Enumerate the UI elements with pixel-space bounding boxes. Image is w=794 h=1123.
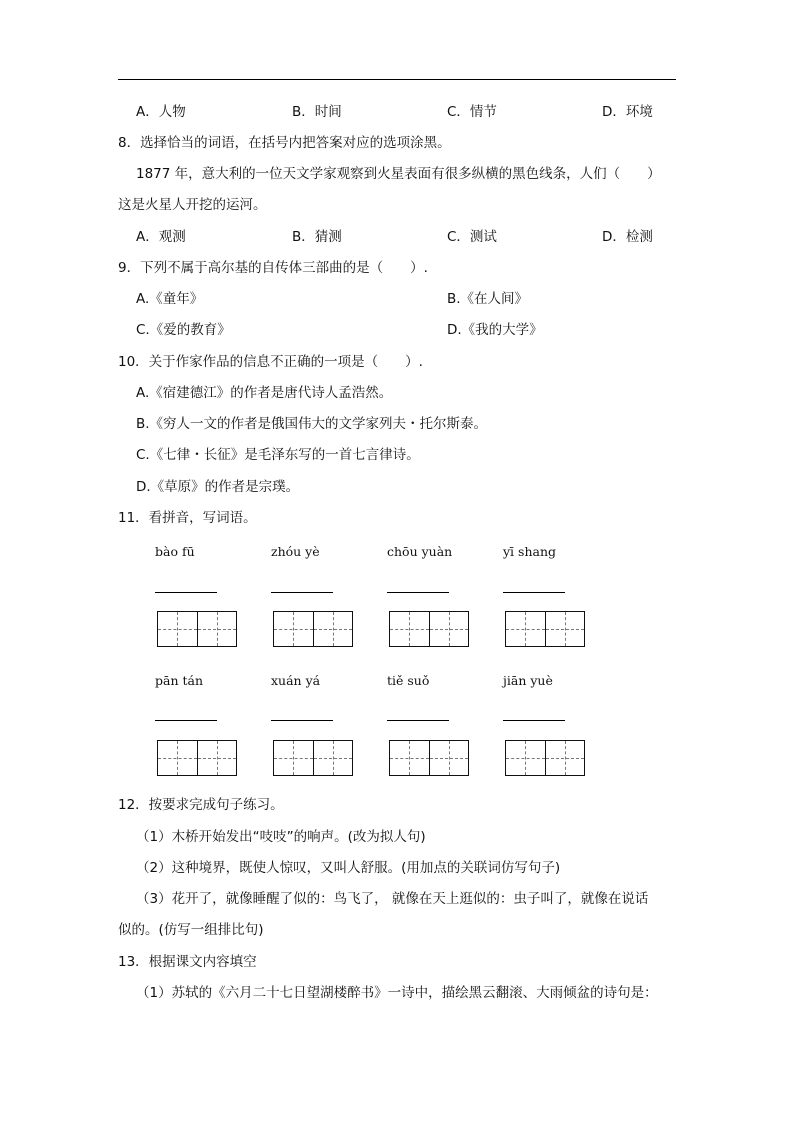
- q8-passage-line1: 1877 年，意大利的一位天文学家观察到火星表面有很多纵横的黑色线条，人们（ ）: [136, 166, 661, 182]
- q12-item3-line1: （3）花开了，就像睡醒了似的：鸟飞了， 就像在天上逛似的：虫子叫了，就像在说话: [136, 891, 649, 907]
- answer-blank-line[interactable]: [271, 592, 333, 593]
- q10-option-b[interactable]: B.《穷人一文的作者是俄国伟大的文学家列夫・托尔斯泰。: [136, 416, 488, 432]
- q10-question: 10．关于作家作品的信息不正确的一项是（ ）.: [118, 354, 423, 370]
- answer-blank-line[interactable]: [503, 720, 565, 721]
- q13-item1: （1）苏轼的《六月二十七日望湖楼醉书》一诗中，描绘黑云翻滚、大雨倾盆的诗句是：: [136, 985, 658, 1001]
- pinyin-label: jiān yuè: [503, 673, 553, 688]
- q9-question: 9．下列不属于高尔基的自传体三部曲的是（ ）.: [118, 260, 428, 276]
- q13-question: 13．根据课文内容填空: [118, 954, 257, 970]
- q9-option-a[interactable]: A.《童年》: [136, 291, 204, 307]
- tianzige-box[interactable]: [273, 740, 353, 776]
- q9-option-c[interactable]: C.《爱的教育》: [136, 322, 231, 338]
- tianzige-box[interactable]: [157, 611, 237, 647]
- answer-blank-line[interactable]: [503, 592, 565, 593]
- q10-option-c[interactable]: C.《七律・长征》是毛泽东写的一首七言律诗。: [136, 447, 420, 463]
- answer-blank-line[interactable]: [155, 592, 217, 593]
- q7-option-b[interactable]: B．时间: [292, 104, 342, 120]
- q12-item1: （1）木桥开始发出“吱吱”的响声。(改为拟人句): [136, 829, 426, 845]
- q7-option-a[interactable]: A．人物: [136, 104, 186, 120]
- q10-option-a[interactable]: A.《宿建德江》的作者是唐代诗人孟浩然。: [136, 385, 393, 401]
- q8-question: 8．选择恰当的词语，在括号内把答案对应的选项涂黑。: [118, 135, 451, 151]
- answer-blank-line[interactable]: [387, 592, 449, 593]
- pinyin-label: bào fū: [155, 544, 195, 559]
- q10-option-d[interactable]: D.《草原》的作者是宗璞。: [136, 479, 300, 495]
- q9-option-b[interactable]: B.《在人间》: [447, 291, 529, 307]
- q8-option-d[interactable]: D．检测: [602, 229, 653, 245]
- q9-option-d[interactable]: D.《我的大学》: [447, 322, 543, 338]
- tianzige-box[interactable]: [505, 611, 585, 647]
- q12-question: 12．按要求完成句子练习。: [118, 797, 284, 813]
- q7-option-c[interactable]: C．情节: [447, 104, 497, 120]
- tianzige-box[interactable]: [157, 740, 237, 776]
- answer-blank-line[interactable]: [271, 720, 333, 721]
- pinyin-label: zhóu yè: [271, 544, 320, 559]
- pinyin-label: yī shang: [503, 544, 557, 559]
- pinyin-label: xuán yá: [271, 673, 321, 688]
- tianzige-box[interactable]: [273, 611, 353, 647]
- q7-option-d[interactable]: D．环境: [602, 104, 653, 120]
- q8-option-c[interactable]: C．测试: [447, 229, 497, 245]
- tianzige-box[interactable]: [389, 740, 469, 776]
- pinyin-label: pān tán: [155, 673, 204, 688]
- q12-item2: （2）这种境界，既使人惊叹，又叫人舒服。(用加点的关联词仿写句子): [136, 860, 561, 876]
- q11-question: 11．看拼音，写词语。: [118, 510, 257, 526]
- q8-option-b[interactable]: B．猜测: [292, 229, 342, 245]
- answer-blank-line[interactable]: [387, 720, 449, 721]
- header-rule: [118, 79, 676, 80]
- pinyin-label: chōu yuàn: [387, 544, 453, 559]
- tianzige-box[interactable]: [505, 740, 585, 776]
- tianzige-box[interactable]: [389, 611, 469, 647]
- answer-blank-line[interactable]: [155, 720, 217, 721]
- q8-passage-line2: 这是火星人开挖的运河。: [118, 197, 267, 213]
- pinyin-label: tiě suǒ: [387, 673, 430, 688]
- q12-item3-line2: 似的。(仿写一组排比句): [118, 922, 264, 938]
- q8-option-a[interactable]: A．观测: [136, 229, 186, 245]
